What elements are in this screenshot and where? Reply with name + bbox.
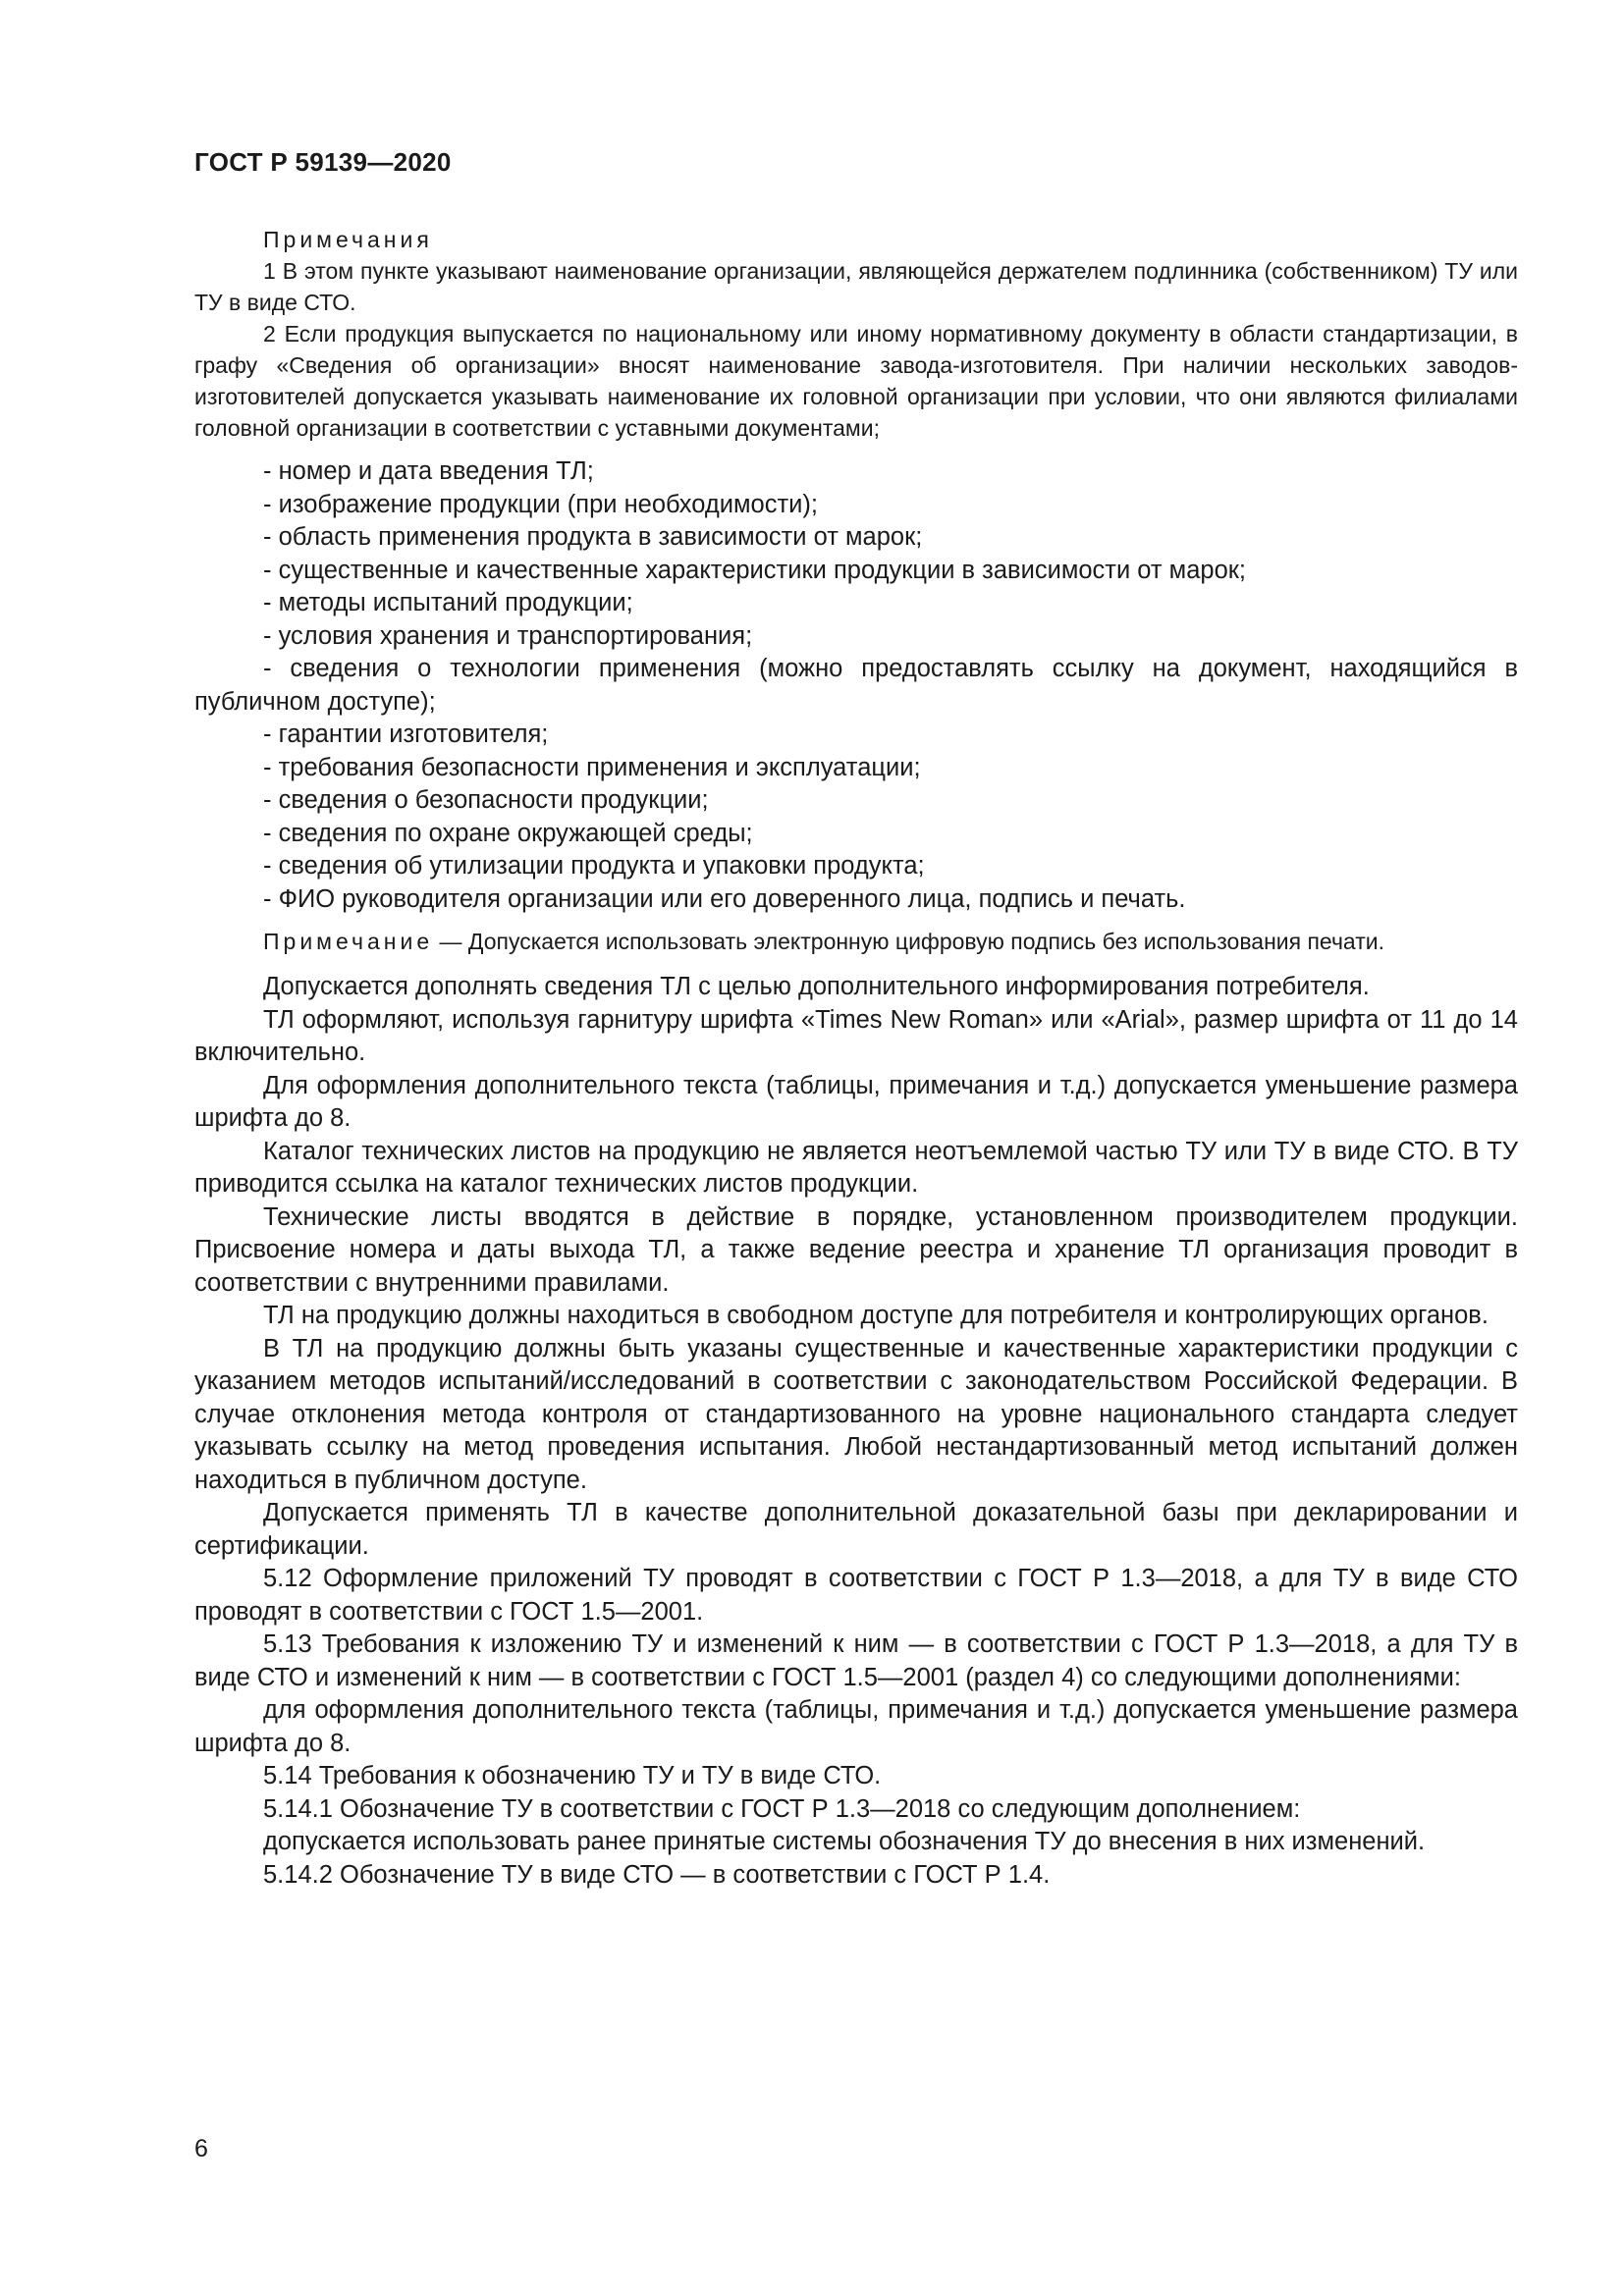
list-item: - ФИО руководителя организации или его доверенного лица, подпись и печать.: [263, 884, 1186, 913]
list-item: - сведения об утилизации продукта и упаковки продукта;: [263, 852, 925, 880]
page-content: [194, 224, 1518, 1892]
note-item: 2 Если продукция выпускается по национальному или иному нормативному документу в области стандартизации, в графу «Сведения об организации» вносят наименование завода-изготовителя. При наличии нескольких заводов-изготовителей допускается указывать наименование их головной организации при условии, что они являются филиалами головной организации в соответствии с уставными документами;: [194, 321, 1518, 441]
list-item: - существенные и качественные характеристики продукции в зависимости от марок;: [263, 556, 1246, 584]
list-item: - гарантии изготовителя;: [263, 721, 549, 748]
notes-label-text: Примечания: [263, 227, 433, 252]
list-item: - сведения о технологии применения (можно предоставлять ссылку на документ, находящийся в публичном доступе);: [194, 655, 1518, 716]
body-paragraph: Каталог технических листов на продукцию не является неотъемлемой частью ТУ или ТУ в виде СТО. В ТУ приводится ссылка на каталог технических листов продукции.: [194, 1137, 1518, 1198]
body-paragraph: ТЛ на продукцию должны находиться в свободном доступе для потребителя и контролирующих органов.: [263, 1302, 1489, 1329]
section-5-12: 5.12 Оформление приложений ТУ проводят в соответствии с ГОСТ Р 1.3—2018, а для ТУ в виде СТО проводят в соответствии с ГОСТ 1.5—2001.: [194, 1565, 1518, 1626]
body-paragraph: ТЛ оформляют, используя гарнитуру шрифта «Times New Roman» или «Arial», размер шрифта от 11 до 14 включительно.: [194, 1005, 1518, 1066]
list-item: - требования безопасности применения и эксплуатации;: [263, 753, 921, 781]
list-item: - условия хранения и транспортирования;: [263, 621, 753, 650]
list-item: - изображение продукции (при необходимости);: [263, 490, 818, 518]
note-item: 1 В этом пункте указывают наименование организации, являющейся держателем подлинника (собственником) ТУ или ТУ в виде СТО.: [194, 258, 1518, 315]
section-5-14-2: 5.14.2 Обозначение ТУ в виде СТО — в соответствии с ГОСТ Р 1.4.: [263, 1860, 1051, 1889]
body-paragraph: Технические листы вводятся в действие в порядке, установленном производителем продукции. Присвоение номера и даты выхода ТЛ, а также ведение реестра и хранение ТЛ организация проводит в соответствии с внутренними правилами.: [194, 1202, 1518, 1297]
list-item: - область применения продукта в зависимости от марок;: [263, 523, 923, 551]
list-item: - сведения по охране окружающей среды;: [263, 819, 753, 847]
notes-block: [194, 224, 1518, 444]
body-paragraph: В ТЛ на продукцию должны быть указаны существенные и качественные характеристики продукции с указанием методов испытаний/исследований в соответствии с законодательством Российской Федерации. В случае отклонения метода контроля от стандартизованного на уровне национального стандарта следует указывать ссылку на метод проведения испытания. Любой нестандартизованный метод испытаний должен находиться в публичном доступе.: [194, 1334, 1518, 1494]
section-5-14: 5.14 Требования к обозначению ТУ и ТУ в виде СТО.: [263, 1762, 882, 1789]
page-number: 6: [194, 2135, 208, 2163]
list-item: - номер и дата введения ТЛ;: [263, 457, 594, 485]
signature-note: [194, 926, 1518, 957]
section-5-13: 5.13 Требования к изложению ТУ и изменений к ним — в соответствии с ГОСТ Р 1.3—2018, а для ТУ в виде СТО и изменений к ним — в соответствии с ГОСТ 1.5—2001 (раздел 4) со следующими дополнениями:: [194, 1630, 1518, 1691]
body-paragraph: Допускается применять ТЛ в качестве дополнительной доказательной базы при декларировании и сертификации.: [194, 1499, 1518, 1560]
body-paragraph: для оформления дополнительного текста (таблицы, примечания и т.д.) допускается уменьшение размера шрифта до 8.: [194, 1696, 1518, 1757]
list-item: - методы испытаний продукции;: [263, 589, 633, 616]
signature-note-label: Примечание: [263, 929, 434, 954]
requirements-list: [194, 455, 1518, 916]
signature-note-text: — Допускается использовать электронную цифровую подпись без использования печати.: [433, 929, 1384, 954]
document-header: ГОСТ Р 59139—2020: [194, 147, 452, 177]
notes-label: [194, 224, 1518, 255]
section-5-14-1: 5.14.1 Обозначение ТУ в соответствии с ГОСТ Р 1.3—2018 со следующим дополнением:: [263, 1794, 1301, 1823]
body-paragraph: Допускается дополнять сведения ТЛ с целью дополнительного информирования потребителя.: [263, 973, 1370, 1000]
list-item: - сведения о безопасности продукции;: [263, 786, 709, 814]
body-paragraph: Для оформления дополнительного текста (таблицы, примечания и т.д.) допускается уменьшение размера шрифта до 8.: [194, 1071, 1518, 1132]
body-paragraph: допускается использовать ранее принятые системы обозначения ТУ до внесения в них изменений.: [263, 1828, 1426, 1855]
body-text: [194, 971, 1518, 1892]
